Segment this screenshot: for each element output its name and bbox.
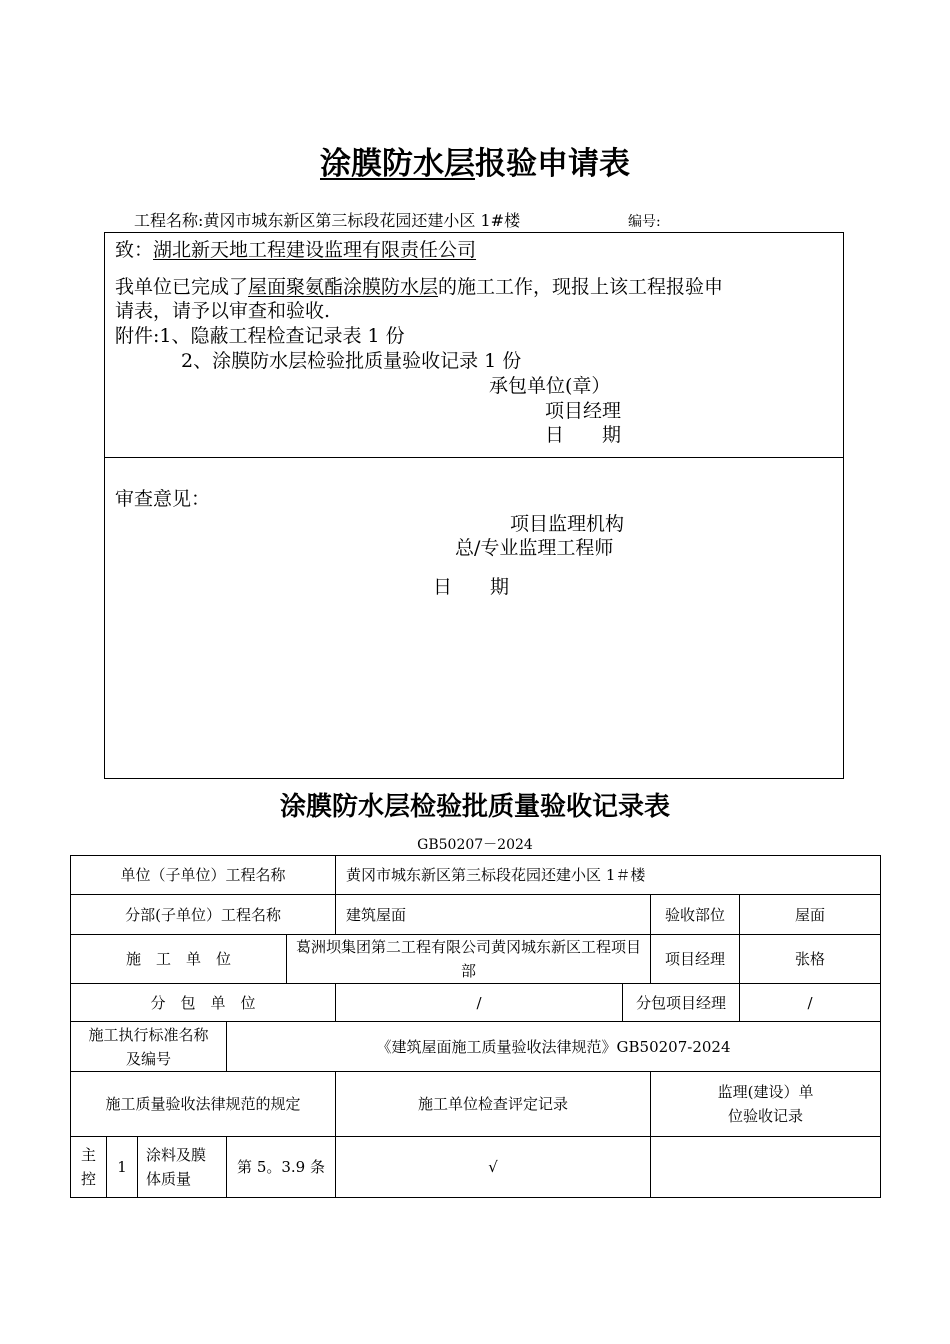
acceptance-part-label: 验收部位	[651, 895, 740, 935]
item-clause: 第 5。3.9 条	[227, 1137, 336, 1198]
unit-project-label: 单位（子单位）工程名称	[71, 856, 336, 895]
exec-standard-label-2: 及编号	[125, 1049, 171, 1068]
application-box	[104, 232, 844, 779]
unit-project-value: 黄冈市城东新区第三标段花园还建小区 1＃楼	[336, 856, 881, 895]
record-title: 涂膜防水层检验批质量验收记录表	[279, 792, 670, 822]
table-row	[71, 984, 881, 1022]
table-row	[71, 1022, 881, 1072]
review-date-label: 日 期	[433, 576, 510, 598]
title-rest-part: 报验申请表	[475, 146, 630, 182]
addressee-line	[115, 235, 476, 262]
review-label: 审查意见：	[115, 488, 211, 510]
exec-standard-value: 《建筑屋面施工质量验收法律规范》GB50207-2024	[227, 1022, 881, 1072]
sub-project-label: 分部(子单位）工程名称	[71, 895, 336, 935]
addressee-company: 湖北新天地工程建设监理有限责任公司	[153, 239, 477, 261]
item-name-1: 涂料及膜	[146, 1146, 207, 1164]
sub-pm-value: /	[740, 984, 881, 1022]
exec-standard-label-1: 施工执行标准名称	[88, 1025, 209, 1044]
supervision-header	[651, 1072, 881, 1137]
body-line-2: 请表，请予以审查和验收.	[115, 300, 331, 322]
main-control-2: 控	[80, 1170, 96, 1188]
number-label: 编号:	[628, 214, 661, 230]
supervision-header-1: 监理(建设）单	[717, 1083, 814, 1101]
item-supervision-result	[651, 1137, 881, 1198]
project-manager-label: 项目经理	[545, 400, 622, 422]
exec-standard-label	[71, 1022, 227, 1072]
addressee-prefix: 致：	[115, 239, 154, 261]
check-header: 施工单位检查评定记录	[336, 1072, 651, 1137]
supervision-org-label: 项目监理机构	[510, 513, 625, 535]
body-line-1	[115, 272, 723, 299]
standard-code: GB50207－2024	[417, 837, 533, 853]
item-number: 1	[107, 1137, 138, 1198]
chief-engineer-label: 总/专业监理工程师	[455, 537, 614, 559]
item-name-2: 体质量	[146, 1170, 192, 1188]
body-prefix: 我单位已完成了	[115, 276, 249, 298]
main-control-cell	[71, 1137, 107, 1198]
table-row	[71, 1137, 881, 1198]
item-name	[138, 1137, 227, 1198]
construction-unit-label: 施 工 单 位	[71, 935, 287, 984]
table-row	[71, 1072, 881, 1137]
title-underlined-part: 涂膜防水层	[320, 146, 475, 182]
table-row	[71, 856, 881, 895]
project-manager-label: 项目经理	[651, 935, 740, 984]
body-suffix: 的施工工作，现报上该工程报验申	[438, 276, 724, 298]
acceptance-part-value: 屋面	[740, 895, 881, 935]
section-divider	[105, 457, 843, 458]
date-label: 日 期	[545, 424, 622, 446]
item-check-result: √	[336, 1137, 651, 1198]
attachment-1: 附件:1、隐蔽工程检查记录表 1 份	[115, 325, 405, 347]
table-row	[71, 895, 881, 935]
sub-pm-label: 分包项目经理	[623, 984, 740, 1022]
table-row	[71, 935, 881, 984]
project-manager-value: 张格	[740, 935, 881, 984]
attachment-2: 2、涂膜防水层检验批质量验收记录 1 份	[181, 350, 522, 372]
construction-unit-value: 葛洲坝集团第二工程有限公司黄冈城东新区工程项目部	[287, 935, 651, 984]
record-table	[70, 855, 881, 1198]
contractor-label: 承包单位(章）	[489, 375, 611, 397]
page-title	[0, 138, 950, 183]
project-name: 工程名称:黄冈市城东新区第三标段花园还建小区 1#楼	[134, 211, 521, 230]
supervision-header-2: 位验收记录	[728, 1107, 804, 1125]
spec-header: 施工质量验收法律规范的规定	[71, 1072, 336, 1137]
subcontractor-label: 分 包 单 位	[71, 984, 336, 1022]
subcontractor-value: /	[336, 984, 623, 1022]
body-item: 屋面聚氨酯涂膜防水层	[248, 276, 439, 298]
sub-project-value: 建筑屋面	[336, 895, 651, 935]
main-control-1: 主	[80, 1146, 96, 1164]
